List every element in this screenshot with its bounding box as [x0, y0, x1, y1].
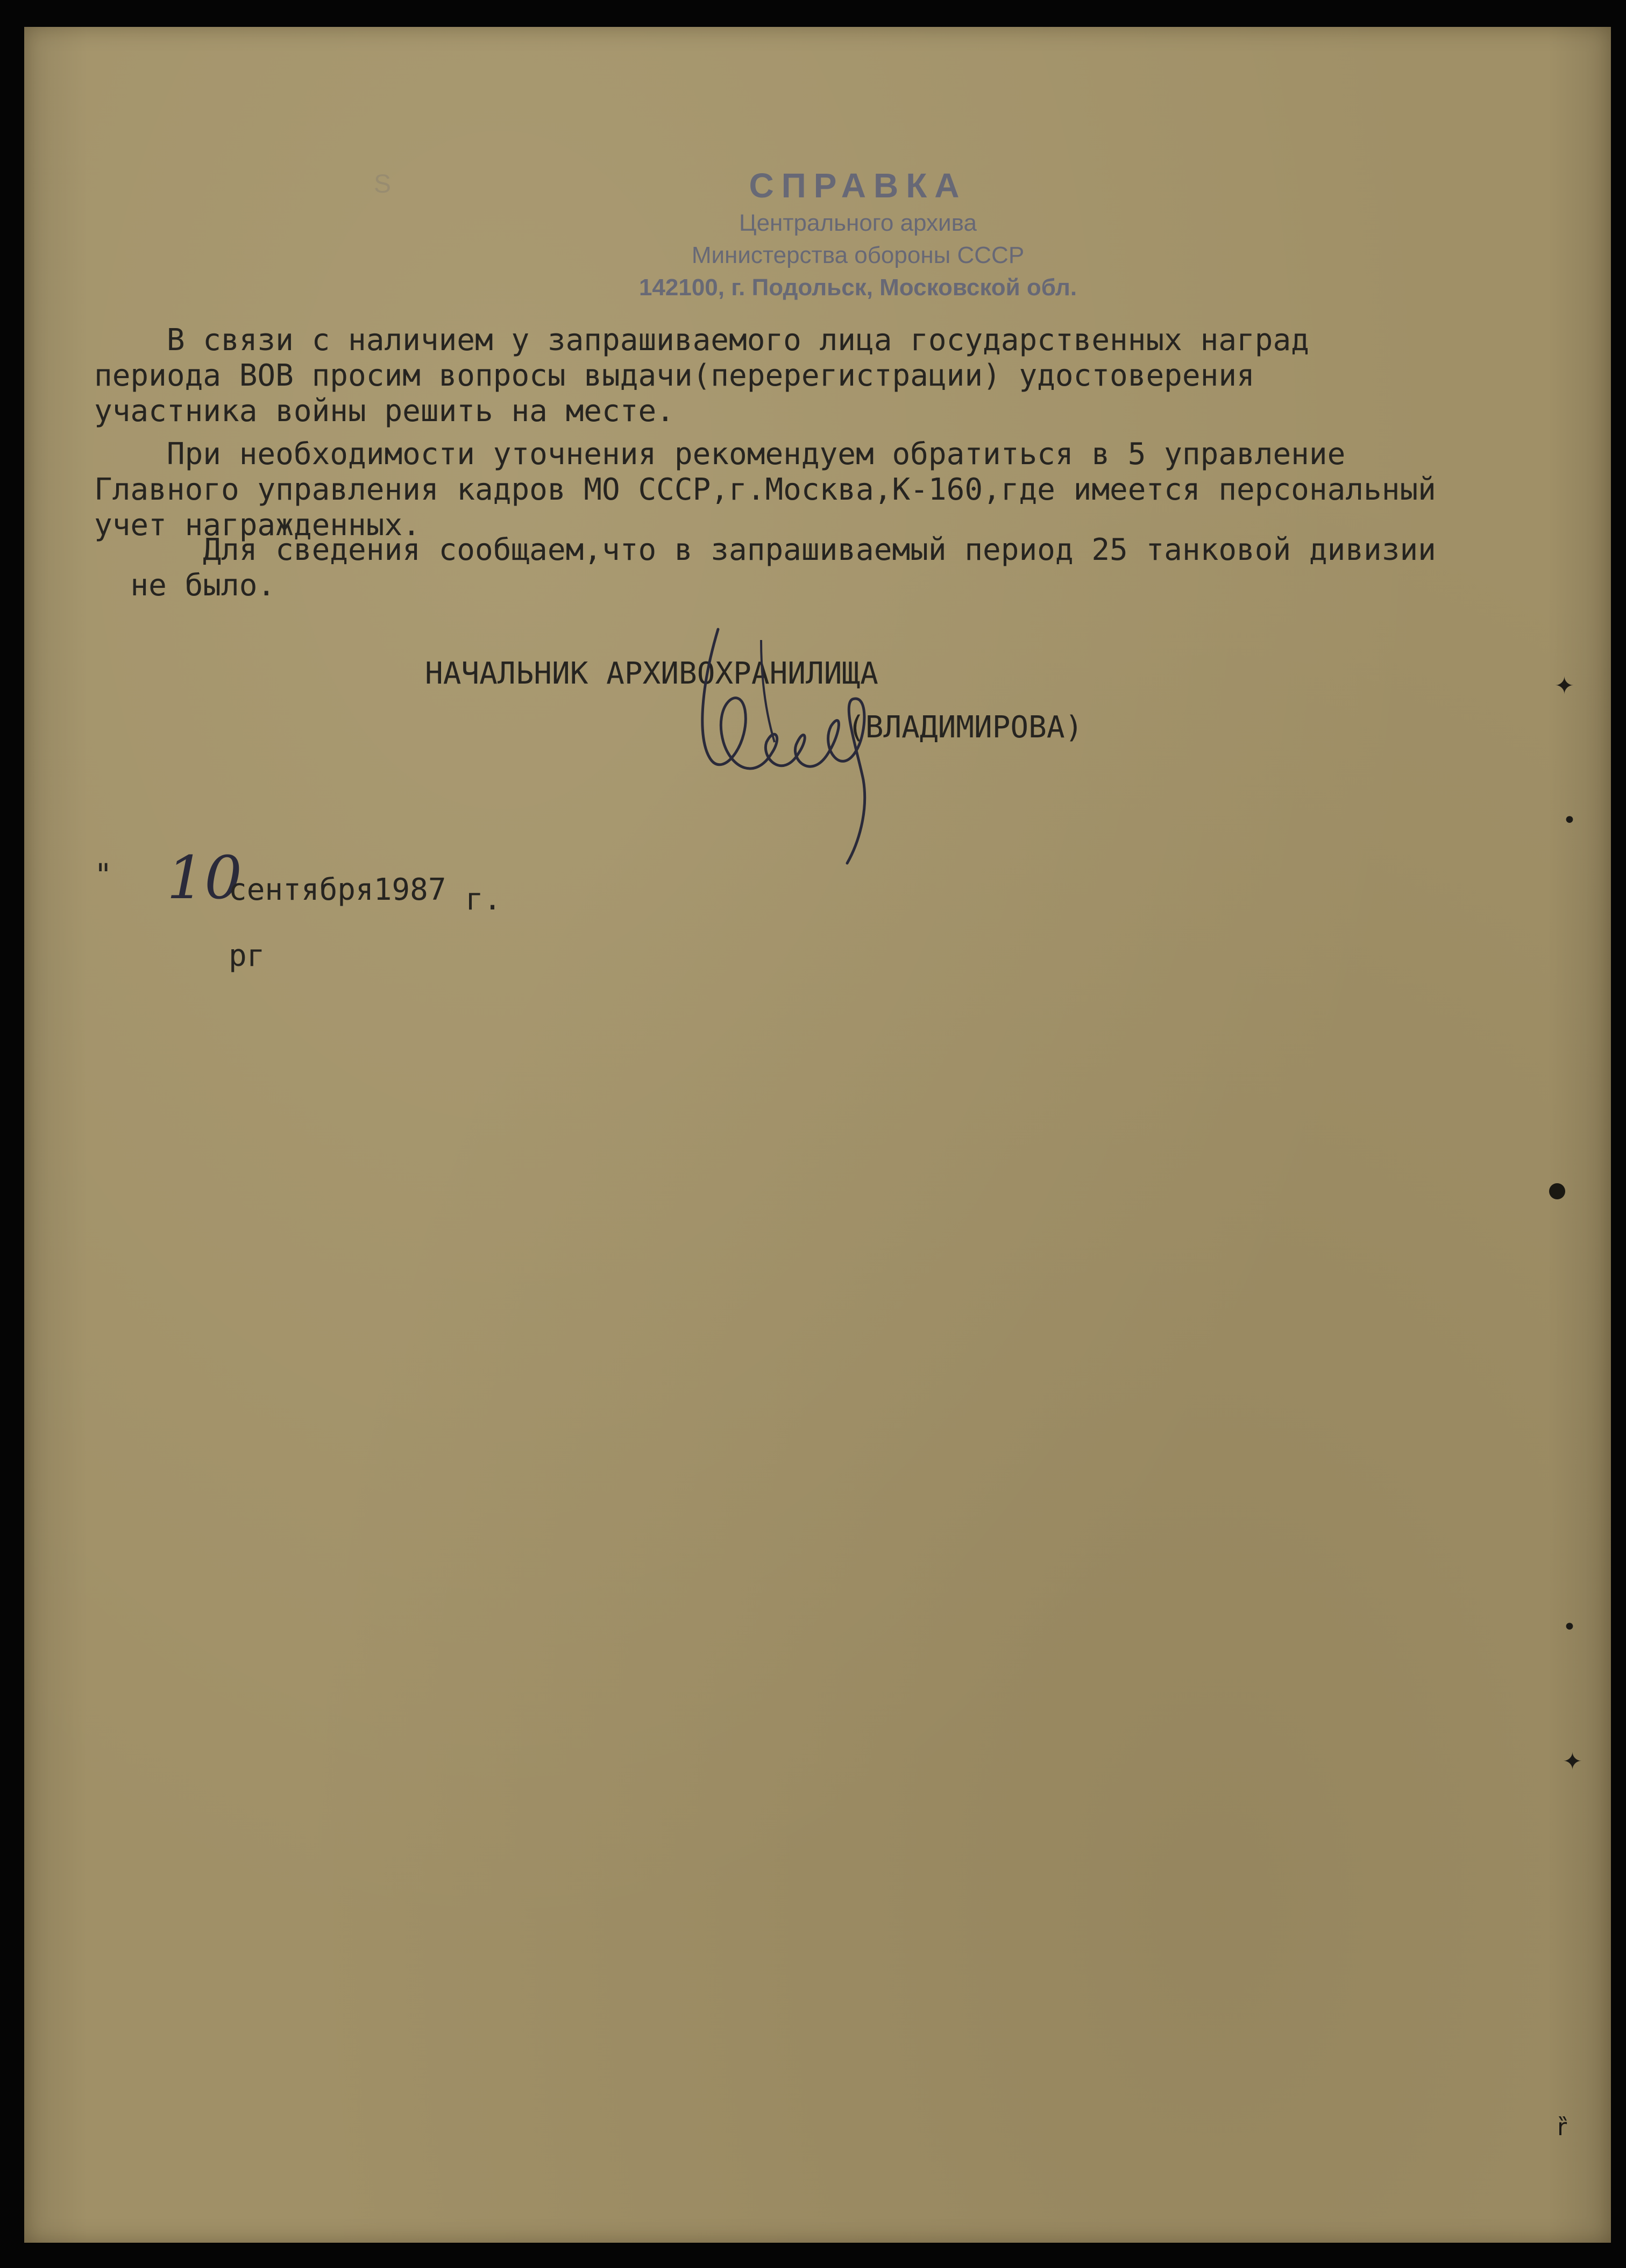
binding-mark-5: ȑ: [1557, 2114, 1567, 2141]
date-text: сентября1987: [229, 872, 446, 907]
paragraph-2-line-2: Главного управления кадров МО СССР,г.Москва,К-160,где имеется персональный: [94, 472, 1436, 507]
stamp-title: СПРАВКА: [749, 166, 967, 205]
faint-stamp-ghost: S: [374, 170, 394, 198]
paragraph-1-line-3: участника войны решить на месте.: [94, 394, 674, 429]
handwritten-signature: [680, 618, 906, 866]
archive-stamp: [589, 164, 1127, 304]
paragraph-2-line-1: При необходимости уточнения рекомендуем обратиться в 5 управление: [94, 437, 1346, 472]
stamp-line-2: Министерства обороны СССР: [691, 242, 1025, 268]
binding-mark-2: •: [1563, 807, 1577, 834]
paragraph-2-line-3: учет награжденных.: [94, 508, 421, 543]
date-year-suffix: г.: [465, 882, 502, 917]
paragraph-1-line-2: периода ВОВ просим вопросы выдачи(перерегистрации) удостоверения: [94, 358, 1255, 393]
date-open-quote: ": [94, 858, 112, 893]
paragraph-3-line-1: Для сведения сообщаем,что в запрашиваемый период 25 танковой дивизии: [94, 532, 1436, 567]
punch-hole: [1549, 1183, 1565, 1199]
binding-mark-4: ✦: [1563, 1748, 1582, 1775]
typist-initials: рг: [229, 939, 265, 973]
binding-mark-1: ✦: [1554, 672, 1574, 700]
stamp-line-1: Центрального архива: [739, 210, 977, 236]
handwritten-day-text: 10: [167, 843, 242, 912]
paragraph-3-line-2: не было.: [94, 568, 276, 603]
signatory-name: (ВЛАДИМИРОВА): [847, 710, 1083, 745]
signatory-title: НАЧАЛЬНИК АРХИВОХРАНИЛИЩА: [425, 656, 878, 691]
document-sheet: [24, 27, 1611, 2243]
binding-mark-3: •: [1563, 1613, 1577, 1641]
stamp-line-3: 142100, г. Подольск, Московской обл.: [638, 274, 1077, 301]
paragraph-1-line-1: В связи с наличием у запрашиваемого лица государственных наград: [94, 323, 1309, 358]
